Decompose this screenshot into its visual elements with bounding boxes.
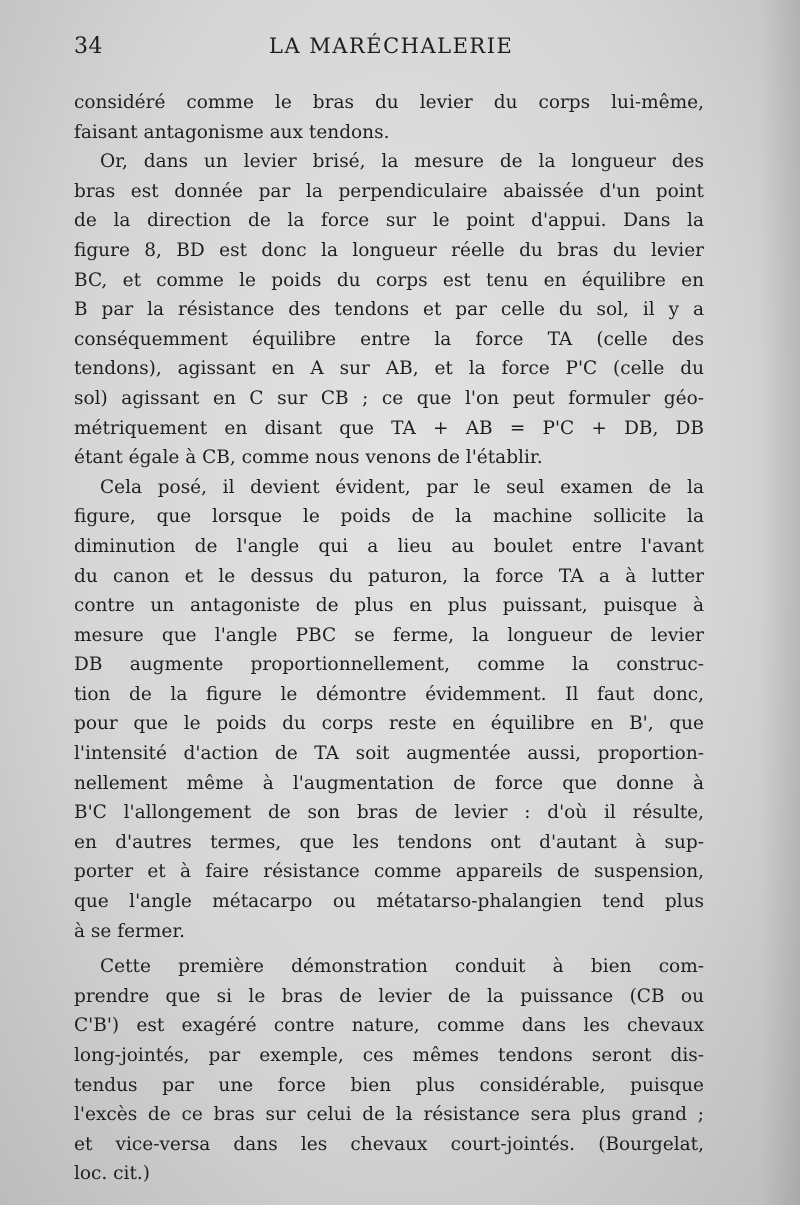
text-line: DB augmente proportionnellement, comme la construc- xyxy=(74,654,704,676)
text-line: l'excès de ce bras sur celui de la résistance sera plus grand ; xyxy=(74,1104,704,1126)
text-line: B par la résistance des tendons et par celle du sol, il y a xyxy=(74,299,704,321)
page-number: 34 xyxy=(74,34,103,59)
running-title: LA MARÉCHALERIE xyxy=(269,34,514,58)
text-line: Cela posé, il devient évident, par le seul examen de la xyxy=(100,476,704,498)
text-line: et vice-versa dans les chevaux court-jointés. (Bourgelat, xyxy=(74,1133,704,1155)
text-line: Cette première démonstration conduit à bien com- xyxy=(100,956,704,978)
text-line: porter et à faire résistance comme appareils de suspension, xyxy=(74,861,704,883)
text-line: à se fermer. xyxy=(74,920,186,942)
paragraph xyxy=(74,147,704,473)
text-line: de la direction de la force sur le point d'appui. Dans la xyxy=(74,210,704,232)
text-line: tendons), agissant en A sur AB, et la force P'C (celle du xyxy=(74,358,704,380)
text-line: C'B') est exagéré contre nature, comme dans les chevaux xyxy=(74,1015,704,1037)
text-line: nellement même à l'augmentation de force que donne à xyxy=(74,772,704,794)
text-line: tendus par une force bien plus considérable, puisque xyxy=(74,1074,704,1096)
text-line: long-jointés, par exemple, ces mêmes tendons seront dis- xyxy=(74,1045,704,1066)
text-line: en d'autres termes, que les tendons ont d'autant à sup- xyxy=(74,831,704,853)
text-line: loc. cit.) xyxy=(74,1163,150,1185)
text-line: sol) agissant en C sur CB ; ce que l'on peut formuler géo- xyxy=(74,387,704,409)
text-line: que l'angle métacarpo ou métatarso-phalangien tend plus xyxy=(74,891,704,913)
page-header xyxy=(74,34,714,64)
body-text xyxy=(74,88,704,1189)
paragraph xyxy=(74,473,704,947)
text-line: considéré comme le bras du levier du corps lui-même, xyxy=(74,92,704,113)
text-line: Or, dans un levier brisé, la mesure de la longueur des xyxy=(100,151,704,173)
text-line: métriquement en disant que TA + AB = P'C + DB, DB xyxy=(74,417,704,439)
paragraph xyxy=(74,952,704,1189)
text-line: étant égale à CB, comme nous venons de l'établir. xyxy=(74,447,543,469)
text-line: du canon et le dessus du paturon, la force TA a à lutter xyxy=(74,565,704,587)
text-line: tion de la figure le démontre évidemment. Il faut donc, xyxy=(74,683,704,705)
text-line: BC, et comme le poids du corps est tenu en équilibre en xyxy=(74,269,704,291)
text-line: figure 8, BD est donc la longueur réelle du bras du levier xyxy=(74,239,704,261)
text-line: figure, que lorsque le poids de la machine sollicite la xyxy=(74,506,704,528)
text-line: prendre que si le bras de levier de la puissance (CB ou xyxy=(74,985,704,1007)
text-line: conséquemment équilibre entre la force TA (celle des xyxy=(74,328,704,350)
paragraph xyxy=(74,88,704,147)
text-line: mesure que l'angle PBC se ferme, la longueur de levier xyxy=(74,624,704,646)
text-line: l'intensité d'action de TA soit augmentée aussi, proportion- xyxy=(74,743,704,765)
text-line: bras est donnée par la perpendiculaire abaissée d'un point xyxy=(74,180,704,202)
text-line: faisant antagonisme aux tendons. xyxy=(74,121,390,143)
text-line: contre un antagoniste de plus en plus puissant, puisque à xyxy=(74,595,704,617)
text-line: pour que le poids du corps reste en équilibre en B', que xyxy=(74,713,704,735)
text-line: B'C l'allongement de son bras de levier : d'où il résulte, xyxy=(74,802,704,824)
text-line: diminution de l'angle qui a lieu au boulet entre l'avant xyxy=(74,535,704,557)
